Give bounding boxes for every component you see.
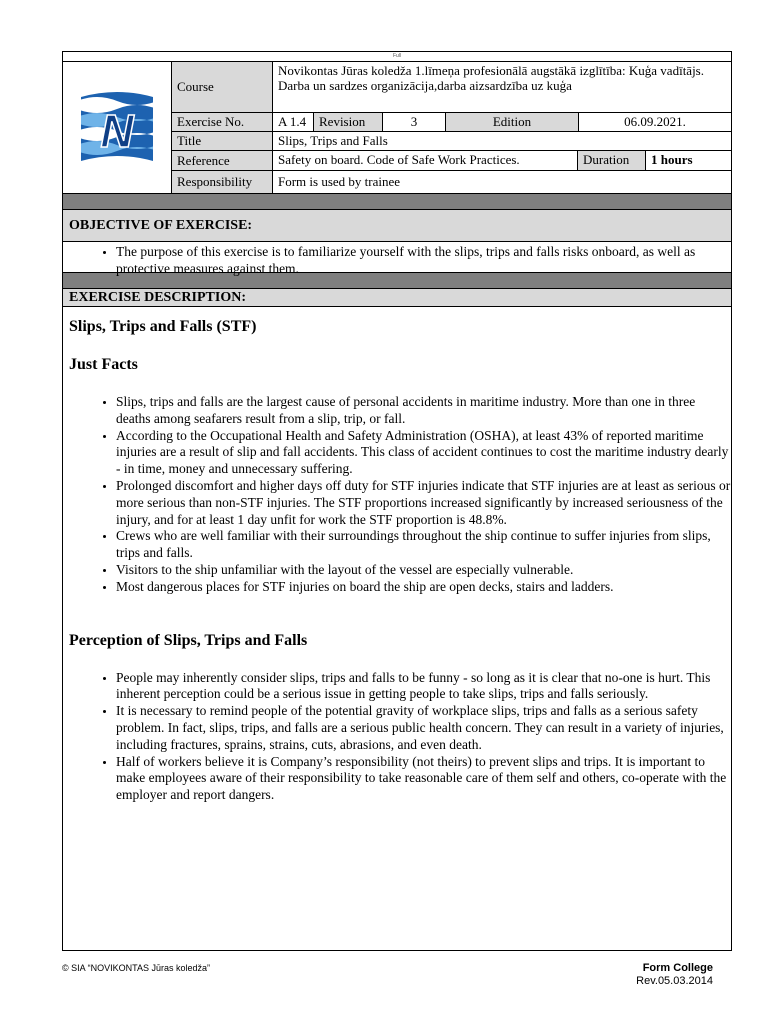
list-item: • According to the Occupational Health and Safety Administration (OSHA), at least 43% of reported maritime injuries are a result of slip and fall accidents. This class of accident continues to cost the maritime industry dearly - in time, money and unnecessary suffering. [116,428,731,478]
responsibility-value: Form is used by trainee [278,174,401,189]
list-item: • Prolonged discomfort and higher days off duty for STF injuries indicate that STF injuries are at least as serious or more serious than non-STF injuries. The STF proportions increased significantly by increased seriousness of the injury, and for at least 1 day unfit for work the STF proportion is 48.8%. [116,478,731,528]
exercise-label: Exercise No. [172,113,273,131]
reference-value: Safety on board. Code of Safe Work Practices. [273,151,578,170]
title-row [172,132,731,151]
duration-value: 1 hours [651,152,693,167]
reference-label: Reference [172,151,273,170]
separator-bar [63,194,731,210]
course-value-line1: Novikontas Jūras koledža 1.līmeņa profesionālā augstākā izglītība: Kuģa vadītājs. [278,63,704,78]
list-item: • The purpose of this exercise is to familiarize yourself with the slips, trips and falls risks onboard, as well as protective measures against them. [116,244,731,278]
perception-title: Perception of Slips, Trips and Falls [69,631,308,649]
title-label: Title [172,132,273,150]
facts-list [63,394,731,596]
edition-value: 06.09.2021. [624,114,686,129]
header-info [172,62,731,193]
responsibility-label: Responsibility [172,171,273,193]
perception-list [63,670,731,804]
course-label: Course [172,62,273,112]
list-item: • Half of workers believe it is Company’s responsibility (not theirs) to prevent slips and trips. It is important to make employees aware of their responsibility to take reasonable care of them self and others, co-operate with the employer and report dangers. [116,754,731,804]
list-item: • Most dangerous places for STF injuries on board the ship are open decks, stairs and ladders. [116,579,731,596]
title-value: Slips, Trips and Falls [278,133,388,148]
header-table [63,62,731,194]
revision-value: 3 [383,113,446,131]
reference-row [172,151,731,171]
course-row [172,62,731,113]
top-label: Full [63,52,731,62]
list-item: • Slips, trips and falls are the largest cause of personal accidents in maritime industry. More than one in three deaths among seafarers result from a slip, trip, or fall. [116,394,731,428]
duration-label: Duration [578,151,646,170]
responsibility-row [172,171,731,193]
list-item: • People may inherently consider slips, trips and falls to be funny - so long as it is clear that no-one is hurt. This inherent perception could be a serious issue in getting people to take slips, trips and falls seriously. [116,670,731,704]
facts-title: Just Facts [69,356,138,373]
revision-label: Revision [314,113,383,131]
footer-form-info [636,962,713,988]
objective-heading: OBJECTIVE OF EXERCISE: [63,210,731,242]
list-item: • Visitors to the ship unfamiliar with the layout of the vessel are especially vulnerable. [116,562,731,579]
exercise-row [172,113,731,132]
logo-cell [63,62,172,193]
edition-label: Edition [446,113,579,131]
list-item: • Crews who are well familiar with their surroundings throughout the ship continue to suffer injuries from slips, trips and falls. [116,528,731,562]
document-frame [62,51,732,951]
list-item: • It is necessary to remind people of the potential gravity of workplace slips, trips and falls as a serious safety problem. In fact, slips, trips, and falls are a serious public health concern. They can result in a variety of injuries, including fractures, sprains, strains, cuts, abrasions, and even death. [116,703,731,753]
footer-copyright: © SIA “NOVIKONTAS Jūras koledža” [62,963,211,973]
section-title: Slips, Trips and Falls (STF) [69,318,257,335]
novikontas-logo-icon [77,87,157,169]
svg-text:N: N [100,104,134,157]
objective-section [63,242,731,276]
description-body [63,307,731,804]
course-value-line2: Darba un sardzes organizācija,darba aizsardzība uz kuģa [278,78,572,93]
description-heading: EXERCISE DESCRIPTION: [63,289,731,307]
footer-form-college: Form College [642,962,713,974]
course-value [273,62,731,112]
exercise-value: A 1.4 [273,113,314,131]
footer-revision: Rev.05.03.2014 [636,975,713,987]
